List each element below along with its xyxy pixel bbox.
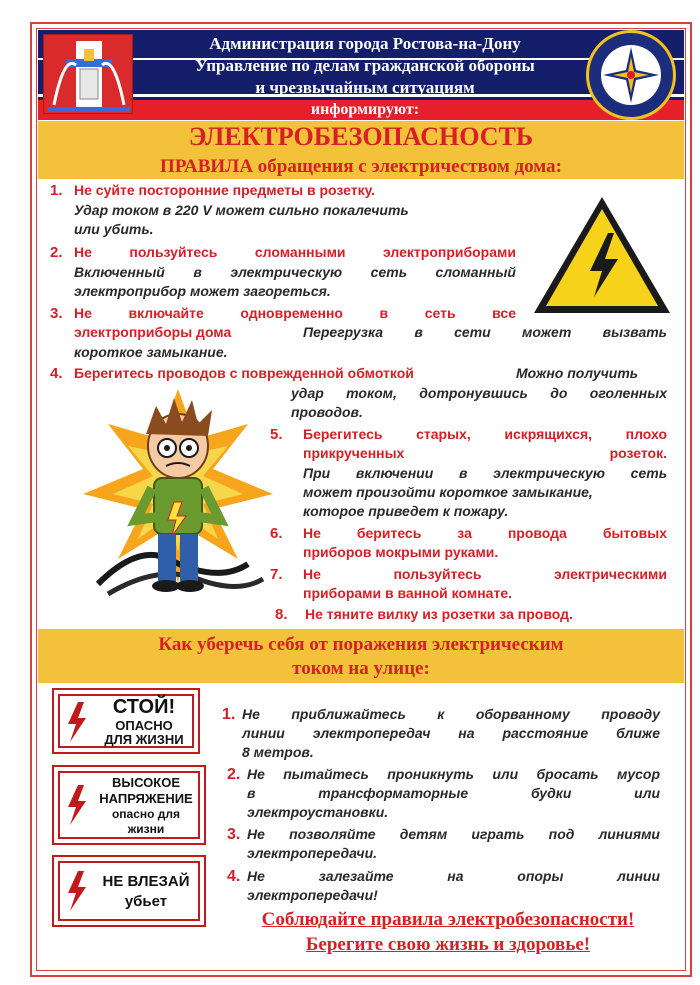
sign-2-line-3: опасно для [111,807,181,821]
header-line-1: Администрация города Ростова-на-Дону [209,34,521,53]
rule-7-text: Не пользуйтесь электрическими [303,566,667,582]
high-voltage-sign [52,765,206,845]
rule-6-text-2: приборов мокрыми руками. [303,544,499,560]
street-rules-heading-2: током на улице: [292,658,430,679]
slogan-line-1: Соблюдайте правила электробезопасности! [261,909,635,930]
rule-4-note-3: проводов. [291,404,363,420]
rule-1-note-2: или убить. [74,221,154,237]
rule-8-number: 8. [275,606,288,623]
street-rule-4-text: Не залезайте на опоры линии [247,868,660,884]
sign-2-line-1: ВЫСОКОЕ [111,775,180,790]
lightning-icon [66,702,88,742]
rule-4-text: Берегитесь проводов с поврежденной обмоткой [74,365,414,381]
sign-1-line-2: ОПАСНО [115,718,173,733]
home-rules-heading: ПРАВИЛА обращения с электричеством дома: [160,156,562,177]
rule-8-text: Не тяните вилку из розетки за провод. [305,606,573,622]
street-rule-3-text: Не позволяйте детям играть под линиями [247,826,660,842]
rule-1-text: Не суйте посторонние предметы в розетку. [74,182,376,198]
rule-2-text: Не пользуйтесь сломанными электроприборами [74,244,516,260]
lightning-icon [66,871,88,911]
rule-5-note-3: которое приведет к пожару. [303,503,509,519]
street-rule-1-text-3: 8 метров. [242,744,314,760]
rule-3-note: Перегрузка в сети может вызвать [303,324,667,340]
rule-2-note-2: электроприбор может загореться. [74,283,331,299]
street-rule-4-number: 4. [227,868,241,885]
street-rule-1-number: 1. [222,706,236,723]
rule-1-number: 1. [50,182,63,199]
page-title: ЭЛЕКТРОБЕЗОПАСНОСТЬ [188,122,534,151]
rule-4-number: 4. [50,365,63,382]
sign-3-line-2: убьет [124,893,168,910]
rule-6-number: 6. [270,525,283,542]
street-rule-2-text-2: в трансформаторные будки или [247,785,660,801]
street-rule-4-text-2: электропередачи! [247,887,378,903]
rule-3-number: 3. [50,305,63,322]
rule-5-text: Берегитесь старых, искрящихся, плохо [303,426,667,442]
header-line-2: Управление по делам гражданской обороны [195,56,535,75]
high-voltage-warning-icon [530,193,674,322]
rule-5-number: 5. [270,426,283,443]
sign-1-line-3: ДЛЯ ЖИЗНИ [104,732,184,747]
street-rule-1-text: Не приближайтесь к оборванному проводу [242,706,660,722]
street-rule-3-number: 3. [227,826,241,843]
lightning-icon [66,785,88,825]
rule-5-text-2: прикрученных розеток. [303,445,667,461]
street-rules-heading: Как уберечь себя от поражения электрическим [158,634,564,655]
rule-2-number: 2. [50,244,63,261]
rule-3-text-2: электроприборы дома [74,324,232,340]
slogan-line-2: Берегите свою жизнь и здоровье! [305,934,591,955]
rule-5-note: При включении в электрическую сеть [303,465,667,481]
sign-1-line-1: СТОЙ! [112,696,176,718]
header-line-3: и чрезвычайным ситуациям [255,78,475,97]
street-rule-3-text-2: электропередачи. [247,845,378,861]
rule-4-note: Можно получить [516,365,639,381]
do-not-climb-sign [52,855,206,927]
rule-6-text: Не беритесь за провода бытовых [303,525,667,541]
sign-2-line-2: НАПРЯЖЕНИЕ [99,791,193,806]
stop-danger-sign [52,688,200,754]
rostov-coat-of-arms-icon [43,34,133,114]
rule-2-note: Включенный в электрическую сеть сломанный [74,264,516,280]
sign-3-line-1: НЕ ВЛЕЗАЙ [102,873,190,890]
street-rule-2-number: 2. [227,766,241,783]
rule-3-text: Не включайте одновременно в сеть все [74,305,516,321]
rule-7-number: 7. [270,566,283,583]
rule-1-note: Удар током в 220 V может сильно покалечить [74,202,409,218]
street-rule-2-text: Не пытайтесь проникнуть или бросать мусор [247,766,660,782]
rule-7-text-2: приборами в ванной комнате. [303,585,512,601]
sign-2-line-4: жизни [127,822,165,836]
street-rule-1-text-2: линии электропередач на расстояние ближе [242,725,660,741]
rule-4-note-2: удар током, дотронувшись до оголенных [291,385,667,401]
rule-3-note-2: короткое замыкание. [74,344,228,360]
emergency-ministry-emblem-icon [586,30,676,120]
rule-5-note-2: может произойти короткое замыкание, [303,484,593,500]
street-rule-2-text-3: электроустановки. [247,804,389,820]
electric-shock-boy-illustration [78,384,278,609]
header-informs: информируют: [310,101,420,118]
